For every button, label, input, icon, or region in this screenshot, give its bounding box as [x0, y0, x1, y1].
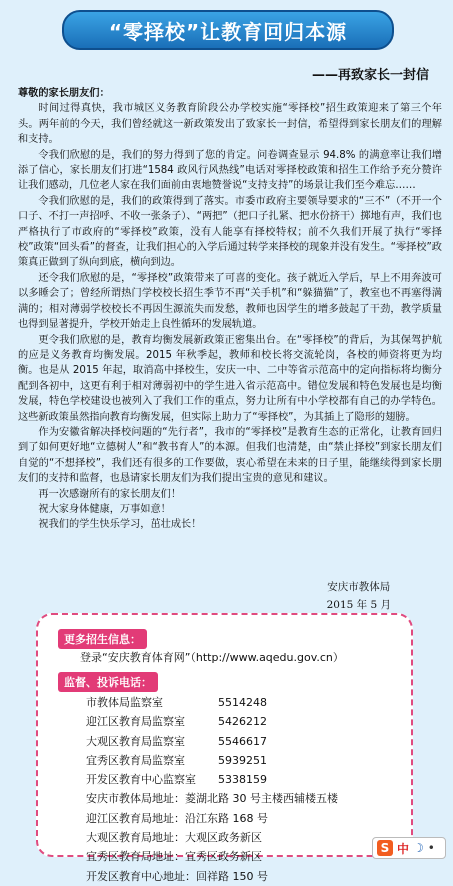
list-item [86, 732, 338, 751]
page-title: “零择校”让教育回归本源 [108, 19, 348, 44]
letter-paragraph: 更令我们欣慰的是，教育均衡发展新政策正密集出台。在“零择校”的背后，为其保驾护航的应是义务教育均衡发展。2015 年秋季起，教师和校长将交流轮岗，各校的师资将更为均衡。也是从 2015 年起，取消高中择校生，安庆一中、二中等省示范高中的定向指标将均衡分配到各初中，这更有利于相对薄弱初中的学生进入省示范高中。错位发展和特色发展也是均衡发展，特色学校建设也被列入了我们工作的重点，努力让所有中小学校都有自己的办学特色。这些新政策虽然指向教育均衡发展，但实际上助力了“零择校”，为其插上了隐形的翅膀。 [18, 334, 442, 423]
ime-mode-toggle[interactable]: 中 [397, 841, 410, 856]
page-subtitle: ——再致家长一封信 [311, 68, 429, 83]
letter-greeting: 尊敬的家长朋友们： [18, 88, 110, 99]
ime-toolbar[interactable] [372, 837, 446, 859]
contact-name: 迎江区教育局监察室 [86, 715, 185, 729]
letter-closing: 祝我们的学生快乐学习，茁壮成长！ [38, 519, 202, 531]
address-item: 安庆市教体局地址：菱湖北路 30 号主楼西辅楼五楼 [86, 792, 338, 806]
contact-list [86, 693, 338, 886]
contact-name: 市教体局监察室 [86, 696, 163, 709]
contact-phone: 5514248 [218, 696, 267, 709]
contact-phone: 5426212 [218, 715, 267, 729]
contact-name: 开发区教育中心监察室 [86, 773, 196, 787]
letter-body [18, 86, 442, 533]
letter-paragraph: 还令我们欣慰的是，“零择校”政策带来了可喜的变化。孩子就近入学后，早上不用奔波可以多睡会了；曾经所谓热门学校校长招生季节不再“关手机”和“躲猫猫”了，教室也不再塞得满满的；相对薄弱学校校长不再因生源流失而发愁，教师也因学生的增多鼓起了干劲，教学质量也得到显著提升，学校开始走上良性循环的发展轨道。 [18, 272, 442, 331]
letter-paragraph: 时间过得真快，我市城区义务教育阶段公办学校实施“零择校”招生政策迎来了第三个年头。两年前的今天，我们曾经就这一新政策发出了致家长一封信，希望得到家长朋友们的理解和支持。 [18, 103, 442, 146]
more-info-label: 更多招生信息： [58, 629, 147, 649]
list-item [86, 712, 338, 731]
supervision-label: 监督、投诉电话： [58, 672, 158, 692]
letter-paragraph: 令我们欣慰的是，我们的政策得到了落实。市委市政府主要领导要求的“三不”（不开一个口子、不打一声招呼、不收一张条子）、“两把”（把口子扎紧、把水份挤干）掷地有声，我们也严格执行了市政府的“零择校”政策，没有人能享有择校特权；前不久我们开展了执行“零择校”政策“回头看”的督查，让我们担心的入学后通过转学来择校的现象并没有发生。“零择校”政策真正做到了纵向到底，横向到边。 [18, 195, 442, 269]
letter-paragraph: 令我们欣慰的是，我们的努力得到了您的肯定。问卷调查显示 94.8% 的满意率让我们增添了信心，家长朋友们打进“1584 政风行风热线”电话对零择校政策和招生工作给予充分赞许让我们感动，几位老人家在我们面前由衷地赞誉说“支持支持”的场景让我们至今难忘…… [18, 149, 442, 192]
info-box [36, 613, 413, 883]
letter-closing: 再一次感谢所有的家长朋友们！ [38, 488, 182, 500]
punctuation-icon[interactable]: • [427, 841, 435, 855]
letter-signature [327, 578, 391, 614]
signature-date: 2015 年 5 月 [326, 599, 391, 611]
contact-name: 宜秀区教育局监察室 [86, 753, 185, 767]
address-item: 开发区教育中心地址：回祥路 150 号 [86, 869, 268, 883]
address-item: 宜秀区教育局地址：宜秀区政务新区 [86, 850, 262, 864]
website-link[interactable]: 登录“安庆教育体育网”（http://www.aqedu.gov.cn） [80, 651, 344, 664]
list-item [86, 770, 338, 789]
address-item: 迎江区教育局地址：沿江东路 168 号 [86, 811, 268, 825]
sogou-ime-icon[interactable]: S [377, 840, 393, 856]
contact-phone: 5338159 [218, 773, 267, 787]
list-item [86, 751, 338, 770]
contact-phone: 5939251 [218, 753, 267, 767]
moon-icon[interactable]: ☽ [413, 841, 424, 855]
address-item: 大观区教育局地址：大观区政务新区 [86, 831, 262, 845]
contact-phone: 5546617 [218, 734, 267, 748]
title-banner [62, 10, 394, 50]
list-item [86, 693, 338, 712]
letter-paragraph: 作为安徽省解决择校问题的“先行者”，我市的“零择校”是教育生态的正常化，让教育回归到了如何更好地“立德树人”和“教书育人”的本源。但我们也清楚，由“禁止择校”到家长朋友们自觉的“不想择校”，我们还有很多的工作要做，衷心希望在未来的日子里，能继续得到家长朋友们的支持和监督，也恳请家长朋友们为我们提出宝贵的意见和建议。 [18, 426, 442, 485]
contact-name: 大观区教育局监察室 [86, 734, 185, 748]
signature-org: 安庆市教体局 [327, 581, 391, 593]
letter-closing: 祝大家身体健康，万事如意！ [38, 503, 171, 515]
